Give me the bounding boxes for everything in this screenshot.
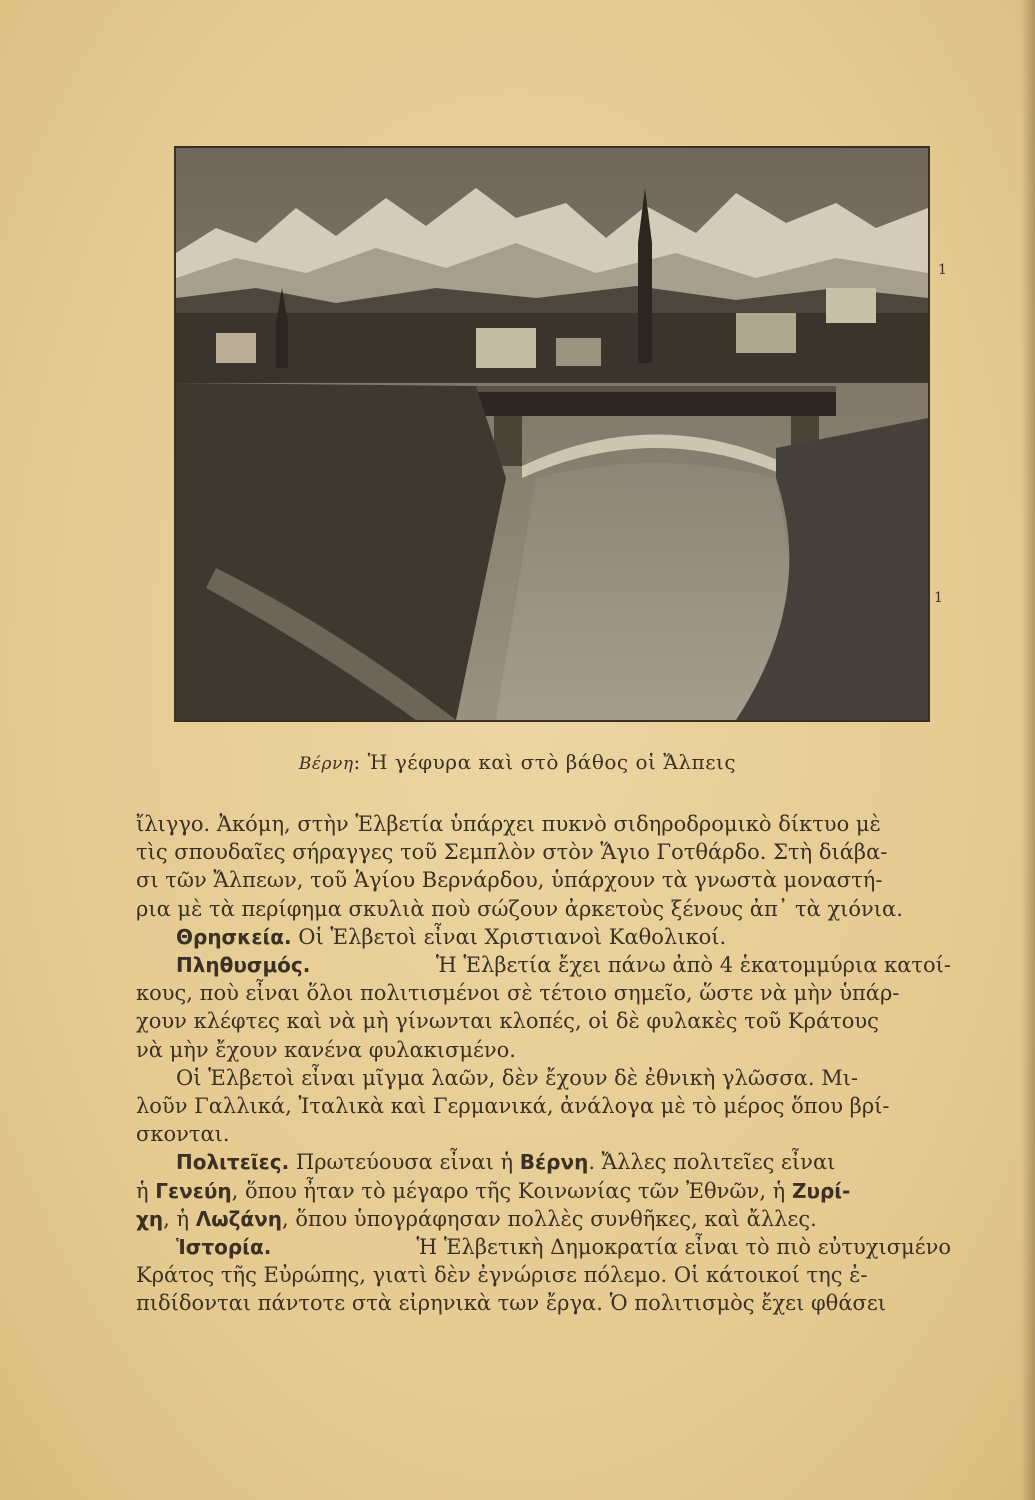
text-run: , ἡ (163, 1206, 196, 1231)
section-heading-religion: Θρησκεία. (176, 924, 292, 949)
section-heading-history: Ἱστορία. (176, 1235, 272, 1260)
text-run: σκονται. (136, 1122, 230, 1147)
text-run: ἡ (136, 1178, 156, 1203)
text-line (136, 1205, 951, 1233)
text-run: τὶς σπουδαῖες σήραγγες τοῦ Σεμπλὸν στὸν Ἅγιο Γοτθάρδο. Στὴ διάβα- (136, 840, 888, 865)
section-heading-population: Πληθυσμός. (176, 953, 311, 978)
city-name-lausanne: Λωζάνη (195, 1206, 283, 1231)
text-line (136, 951, 951, 979)
margin-mark: 1 (938, 262, 947, 278)
text-line (136, 810, 951, 838)
city-name-zurich-end: χη (136, 1206, 164, 1231)
bridge-alps-illustration (176, 148, 928, 720)
city-name-bern: Βέρνη (519, 1150, 589, 1175)
text-line (136, 1092, 951, 1120)
text-line (136, 979, 951, 1007)
text-run: , ὅπου ὑπογράφησαν πολλὲς συνθῆκες, καὶ ἄλλες. (282, 1206, 817, 1231)
text-run: , ὅπου ἦταν τὸ μέγαρο τῆς Κοινωνίας τῶν Ἐθνῶν, ἡ (231, 1178, 792, 1203)
caption-text: : Ἡ γέφυρα καὶ στὸ βάθος οἱ Ἄλπεις (353, 750, 737, 774)
text-line (136, 1064, 951, 1092)
section-heading-cities: Πολιτεῖες. (176, 1150, 290, 1175)
text-line (136, 1289, 951, 1317)
text-run: ρια μὲ τὰ περίφημα σκυλιὰ ποὺ σώζουν ἀρκετοὺς ξένους ἀπ᾿ τὰ χιόνια. (136, 896, 903, 921)
text-line (136, 866, 951, 894)
text-run: Οἱ Ἑλβετοὶ εἶναι μῖγμα λαῶν, δὲν ἔχουν δὲ ἐθνικὴ γλῶσσα. Μι- (176, 1065, 859, 1090)
text-run: Οἱ Ἑλβετοὶ εἶναι Χριστιανοὶ Καθολικοί. (291, 924, 727, 949)
text-line (136, 1120, 951, 1148)
text-line (136, 1233, 951, 1261)
bern-bridge-photo (174, 146, 930, 722)
text-line (136, 923, 951, 951)
city-name-zurich: Ζυρί- (791, 1178, 851, 1203)
text-run: πιδίδονται πάντοτε στὰ εἰρηνικὰ των ἔργα. Ὁ πολιτισμὸς ἔχει φθάσει (136, 1291, 886, 1316)
city-name-geneva: Γενεύη (155, 1178, 232, 1203)
text-line (136, 1148, 951, 1176)
text-run: νὰ μὴν ἔχουν κανένα φυλακισμένο. (136, 1037, 516, 1062)
text-run: κους, ποὺ εἶναι ὅλοι πολιτισμένοι σὲ τέτοιο σημεῖο, ὥστε νὰ μὴν ὑπάρ- (136, 981, 900, 1006)
text-run: Κράτος τῆς Εὐρώπης, γιατὶ δὲν ἐγνώρισε πόλεμο. Οἱ κάτοικοί της ἐ- (136, 1263, 868, 1288)
text-run: . Ἄλλες πολιτεῖες εἶναι (588, 1150, 836, 1175)
text-line (136, 895, 951, 923)
text-run: σι τῶν Ἄλπεων, τοῦ Ἁγίου Βερνάρδου, ὑπάρχουν τὰ γνωστὰ μοναστή- (136, 868, 883, 893)
text-line (136, 1261, 951, 1289)
text-run: λοῦν Γαλλικά, Ἰταλικὰ καὶ Γερμανικά, ἀνάλογα μὲ τὸ μέρος ὅπου βρί- (136, 1094, 890, 1119)
text-run: χουν κλέφτες καὶ νὰ μὴ γίνωνται κλοπές, οἱ δὲ φυλακὲς τοῦ Κράτους (136, 1009, 879, 1034)
text-line (136, 1036, 951, 1064)
text-run: Ἡ Ἑλβετικὴ Δημοκρατία εἶναι τὸ πιὸ εὐτυχισμένο (409, 1235, 951, 1260)
text-run: Πρωτεύουσα εἶναι ἡ (289, 1150, 520, 1175)
caption-city: Βέρνη (298, 754, 354, 774)
figure-caption (0, 750, 1035, 774)
margin-mark: 1 (934, 590, 943, 606)
text-run: ἴλιγγο. Ἀκόμη, στὴν Ἑλβετία ὑπάρχει πυκνὸ σιδηροδρομικὸ δίκτυο μὲ (136, 812, 881, 836)
body-text (136, 810, 951, 1318)
text-run: Ἡ Ἑλβετία ἔχει πάνω ἀπὸ 4 ἑκατομμύρια κατοί- (429, 953, 951, 978)
text-line (136, 838, 951, 866)
text-line (136, 1007, 951, 1035)
text-line (136, 1177, 951, 1205)
